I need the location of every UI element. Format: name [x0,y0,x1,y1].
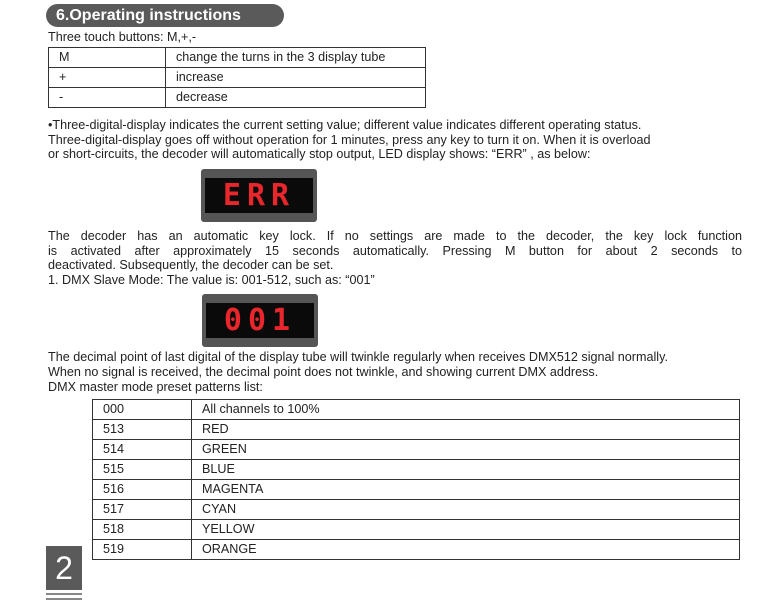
paragraph-line: or short-circuits, the decoder will automatically stop output, LED display shows: “ERR” , as below: [48,147,591,161]
preset-code: 000 [93,400,192,420]
led-display-001 [202,294,318,347]
table-row [93,420,740,440]
preset-code: 519 [93,540,192,560]
section-title: 6.Operating instructions [46,4,284,27]
led-display-err [201,169,317,222]
preset-name: ORANGE [192,540,740,560]
button-description: change the turns in the 3 display tube [166,48,426,68]
table-row [93,460,740,480]
preset-code: 514 [93,440,192,460]
table-row [49,88,426,108]
preset-name: CYAN [192,500,740,520]
paragraph-line: •Three-digital-display indicates the current setting value; different value indicates different operating status. [48,118,642,132]
table-row [93,400,740,420]
paragraph-line: is activated after approximately 15 seconds automatically. Pressing M button for about 2 seconds to [48,243,742,258]
button-description: increase [166,68,426,88]
preset-name: GREEN [192,440,740,460]
led-digits: 001 [223,302,297,338]
paragraph-line: Three-digital-display goes off without operation for 1 minutes, press any key to turn it on. When it is overload [48,132,651,147]
table-row [49,48,426,68]
preset-name: BLUE [192,460,740,480]
button-key: + [49,68,166,88]
page-number: 2 [46,546,82,590]
paragraph-line: When no signal is received, the decimal point does not twinkle, and showing current DMX address. [48,364,599,379]
presets-intro: DMX master mode preset patterns list: [48,380,263,394]
paragraph-line: The decimal point of last digital of the display tube will twinkle regularly when receives DMX512 signal normally. [48,350,668,364]
button-description: decrease [166,88,426,108]
paragraph-line: The decoder has an automatic key lock. If no settings are made to the decoder, the key lock function [48,229,742,243]
table-row [93,440,740,460]
table-row [93,540,740,560]
preset-code: 515 [93,460,192,480]
preset-name: RED [192,420,740,440]
presets-table [92,399,740,560]
dmx-slave-line: 1. DMX Slave Mode: The value is: 001-512, such as: “001” [48,272,375,287]
page-number-underline [46,593,82,595]
led-digits: ERR [222,177,296,213]
table-row [93,520,740,540]
preset-code: 517 [93,500,192,520]
button-key: M [49,48,166,68]
page-number-underline [46,598,82,600]
preset-name: YELLOW [192,520,740,540]
table-row [93,500,740,520]
paragraph-line: deactivated. Subsequently, the decoder can be set. [48,258,334,272]
buttons-intro: Three touch buttons: M,+,- [48,30,197,44]
preset-name: MAGENTA [192,480,740,500]
button-key: - [49,88,166,108]
preset-code: 513 [93,420,192,440]
preset-name: All channels to 100% [192,400,740,420]
preset-code: 516 [93,480,192,500]
buttons-table [48,47,426,108]
preset-code: 518 [93,520,192,540]
table-row [93,480,740,500]
table-row [49,68,426,88]
